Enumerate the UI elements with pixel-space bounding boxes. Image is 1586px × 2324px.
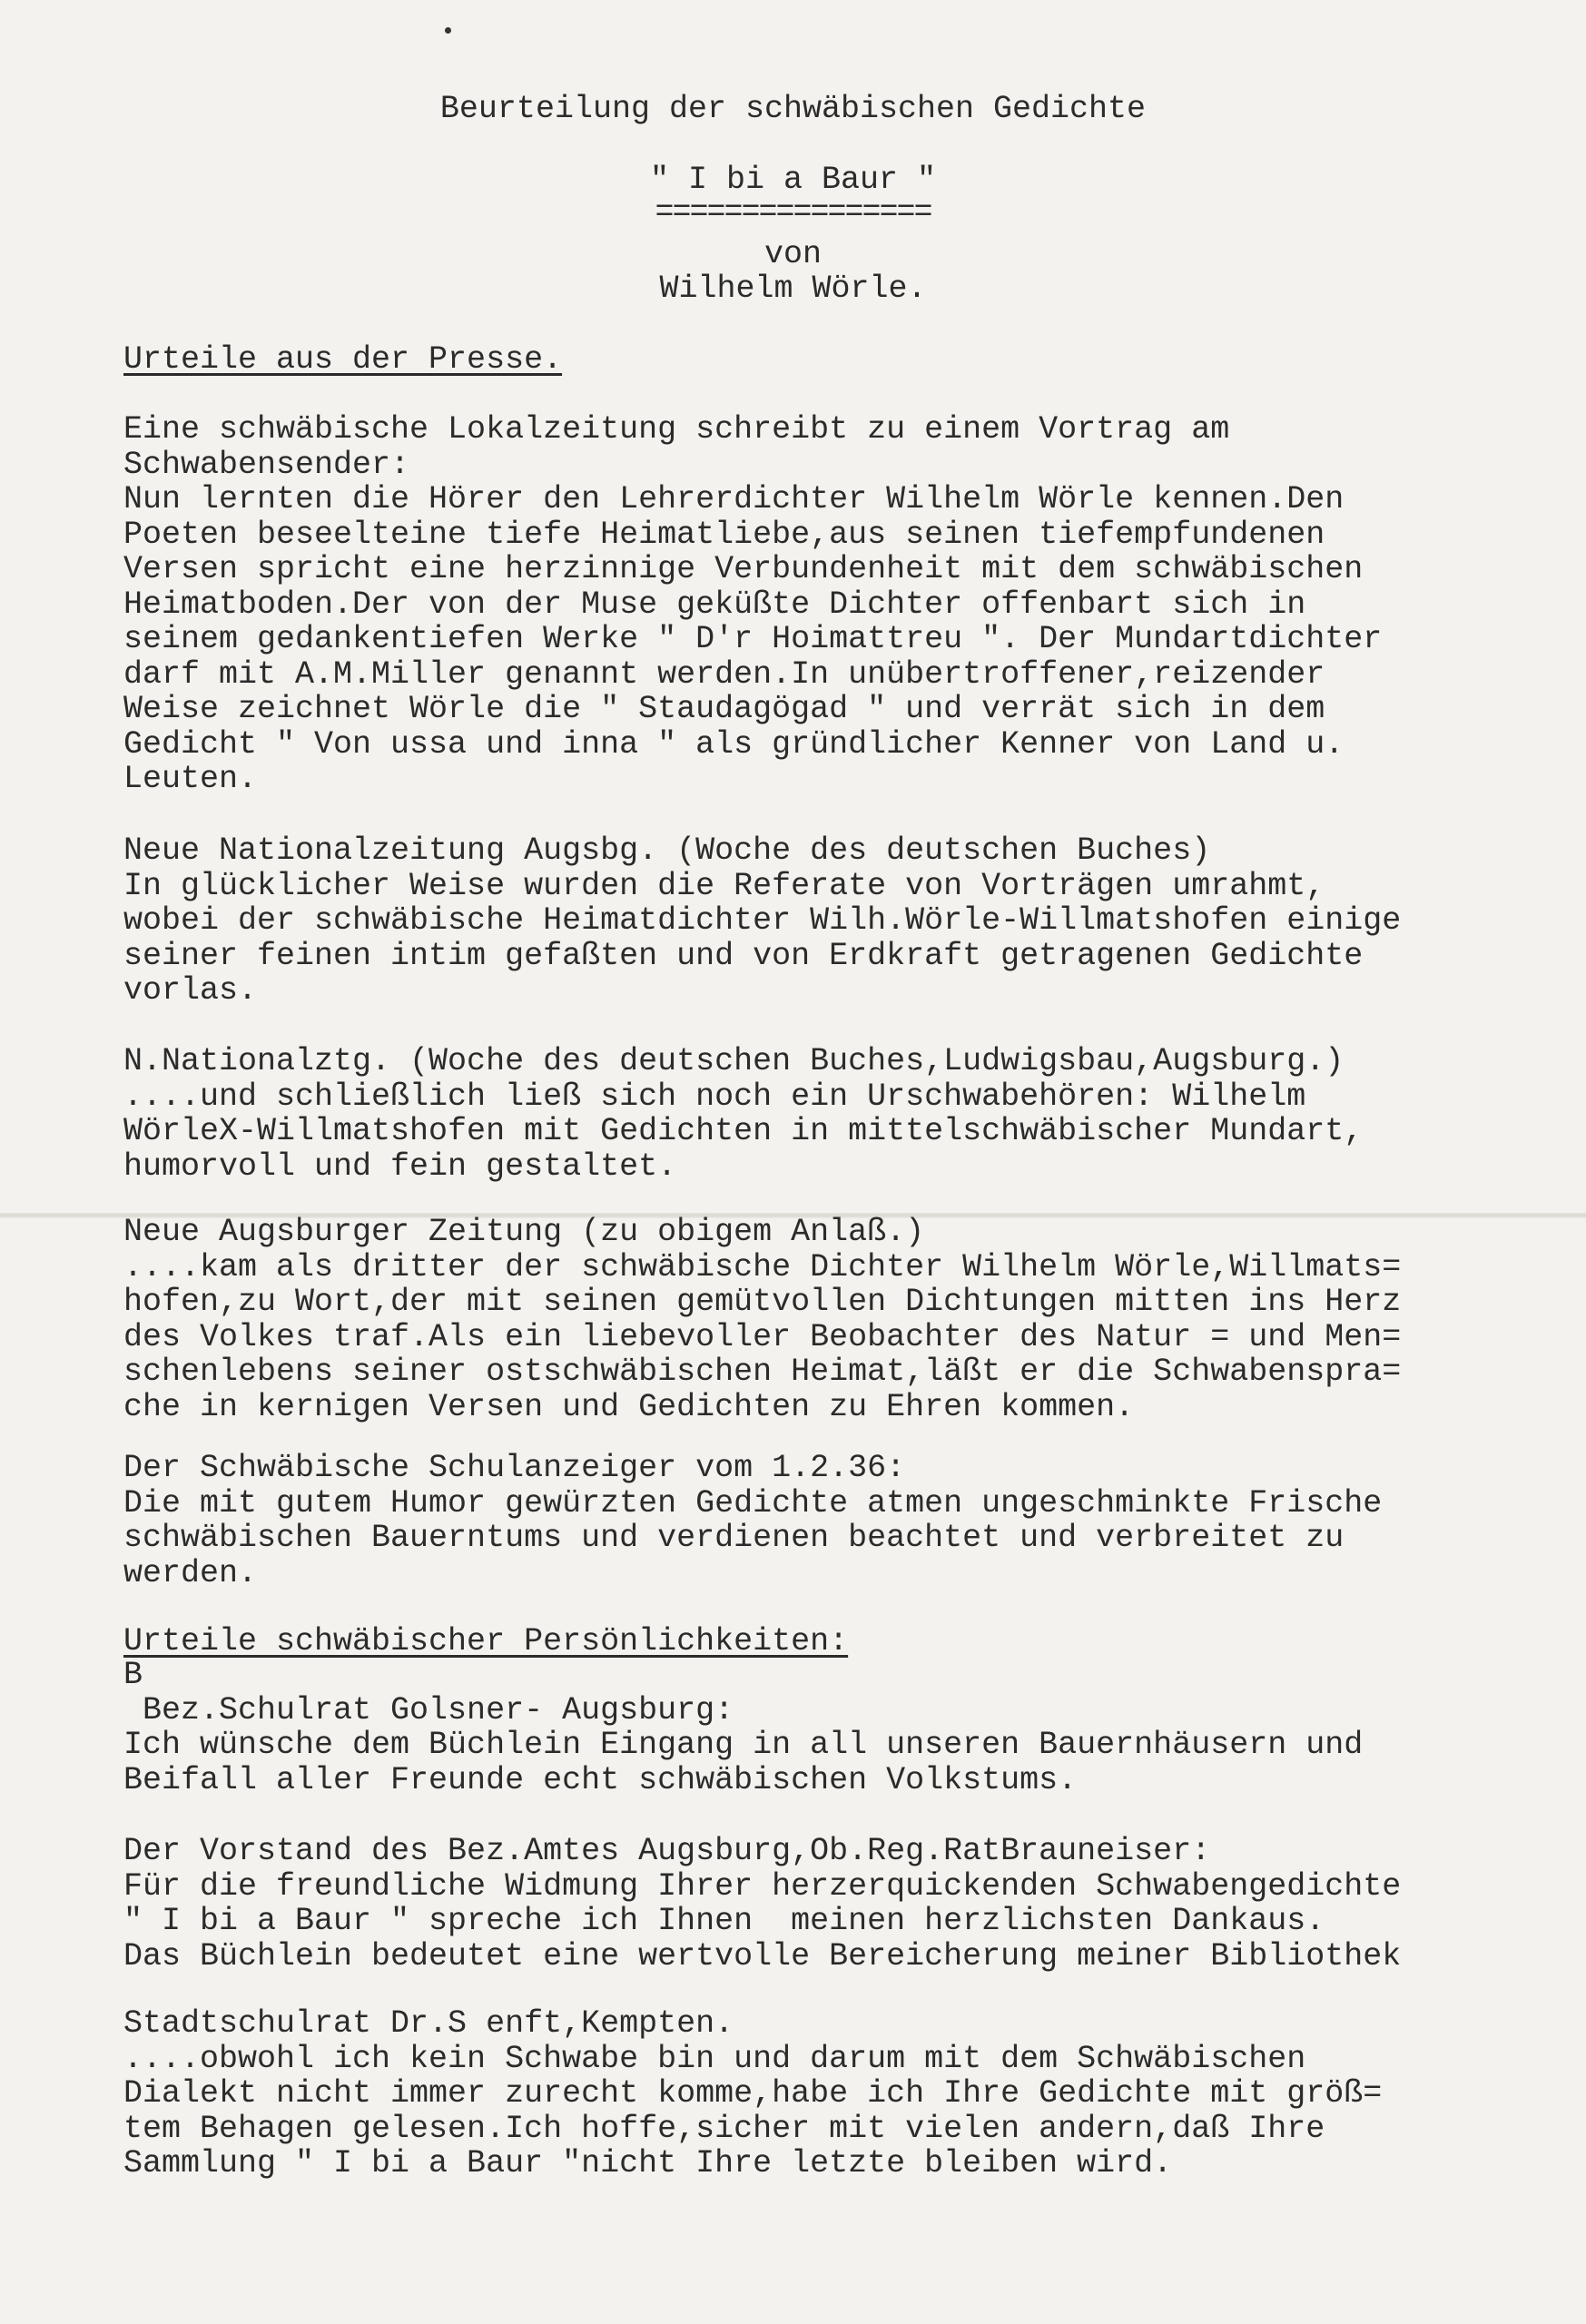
persons-heading: Urteile schwäbischer Persönlichkeiten:	[123, 1623, 849, 1659]
ink-dot	[445, 27, 451, 34]
press-entry-nationalzeitung: Neue Nationalzeitung Augsbg. (Woche des deutschen Buches) In glücklicher Weise wurden die Referate von Vorträgen umrahmt, wobei der schwäbische Heimatdichter Wilh.Wörle-Willmatshofen einige seiner feinen intim gefaßten und von Erdkraft getragenen Gedichte vorlas.	[123, 832, 1402, 1009]
person-entry-brauneiser: Der Vorstand des Bez.Amtes Augsburg,Ob.Reg.RatBrauneiser: Für die freundliche Widmung Ihrer herzerquickenden Schwabengedichte " I bi a Baur " spreche ich Ihnen meinen herzlichsten Dankaus. Das Büchlein bedeutet eine wertvolle Bereicherung meiner Bibliothek	[123, 1833, 1402, 1974]
book-title: " I bi a Baur "	[649, 162, 937, 198]
document-title: Beurteilung der schwäbischen Gedichte	[439, 91, 1147, 127]
press-entry-nationalztg: N.Nationalztg. (Woche des deutschen Buches,Ludwigsbau,Augsburg.) ....und schließlich ließ sich noch ein Urschwabehören: Wilhelm WörleX-Willmatshofen mit Gedichten in mittelschwäbischer Mundart, humorvoll und fein gestaltet.	[123, 1043, 1364, 1185]
press-entry-schulanzeiger: Der Schwäbische Schulanzeiger vom 1.2.36: Die mit gutem Humor gewürzten Gedichte atmen ungeschminkte Frische schwäbischen Bauerntums und verdienen beachtet und verbreitet zu werden.	[123, 1450, 1383, 1591]
person-entry-senft: Stadtschulrat Dr.S enft,Kempten. ....obwohl ich kein Schwabe bin und darum mit dem Schwäbischen Dialekt nicht immer zurecht komme,habe ich Ihre Gedichte mit größ= tem Behagen gelesen.Ich hoffe,sicher mit vielen andern,daß Ihre Sammlung " I bi a Baur "nicht Ihre letzte bleiben wird.	[123, 2005, 1383, 2181]
press-entry-lokalzeitung: Eine schwäbische Lokalzeitung schreibt zu einem Vortrag am Schwabensender: Nun lernten die Hörer den Lehrerdichter Wilhelm Wörle kennen.Den Poeten beseelteine tiefe Heimatliebe,aus seinen tiefempfundenen Versen spricht eine herzinnige Verbundenheit mit dem schwäbischen Heimatboden.Der von der Muse geküßte Dichter offenbart sich in seinem gedankentiefen Werke " D'r Hoimattreu ". Der Mundartdichter darf mit A.M.Miller genannt werden.In unübertroffener,reizender Weise zeichnet Wörle die " Staudagögad " und verrät sich in dem Gedicht " Von ussa und inna " als gründlicher Kenner von Land u. Leuten.	[123, 411, 1383, 797]
person-entry-golsner: B Bez.Schulrat Golsner- Augsburg: Ich wünsche dem Büchlein Eingang in all unseren Bauernhäusern und Beifall aller Freunde echt schwäbischen Volkstums.	[123, 1657, 1364, 1798]
author-name: Wilhelm Wörle.	[659, 271, 927, 307]
press-entry-augsburger-zeitung: Neue Augsburger Zeitung (zu obigem Anlaß.) ....kam als dritter der schwäbische Dichter Wilhelm Wörle,Willmats= hofen,zu Wort,der mit seinen gemütvollen Dichtungen mitten ins Herz des Volkes traf.Als ein liebevoller Beobachter des Natur = und Men= schenlebens seiner ostschwäbischen Heimat,läßt er die Schwabenspra= che in kernigen Versen und Gedichten zu Ehren kommen.	[123, 1214, 1402, 1425]
by-line: von	[763, 236, 822, 272]
press-heading: Urteile aus der Presse.	[123, 341, 563, 378]
title-rule: ================	[655, 194, 931, 231]
